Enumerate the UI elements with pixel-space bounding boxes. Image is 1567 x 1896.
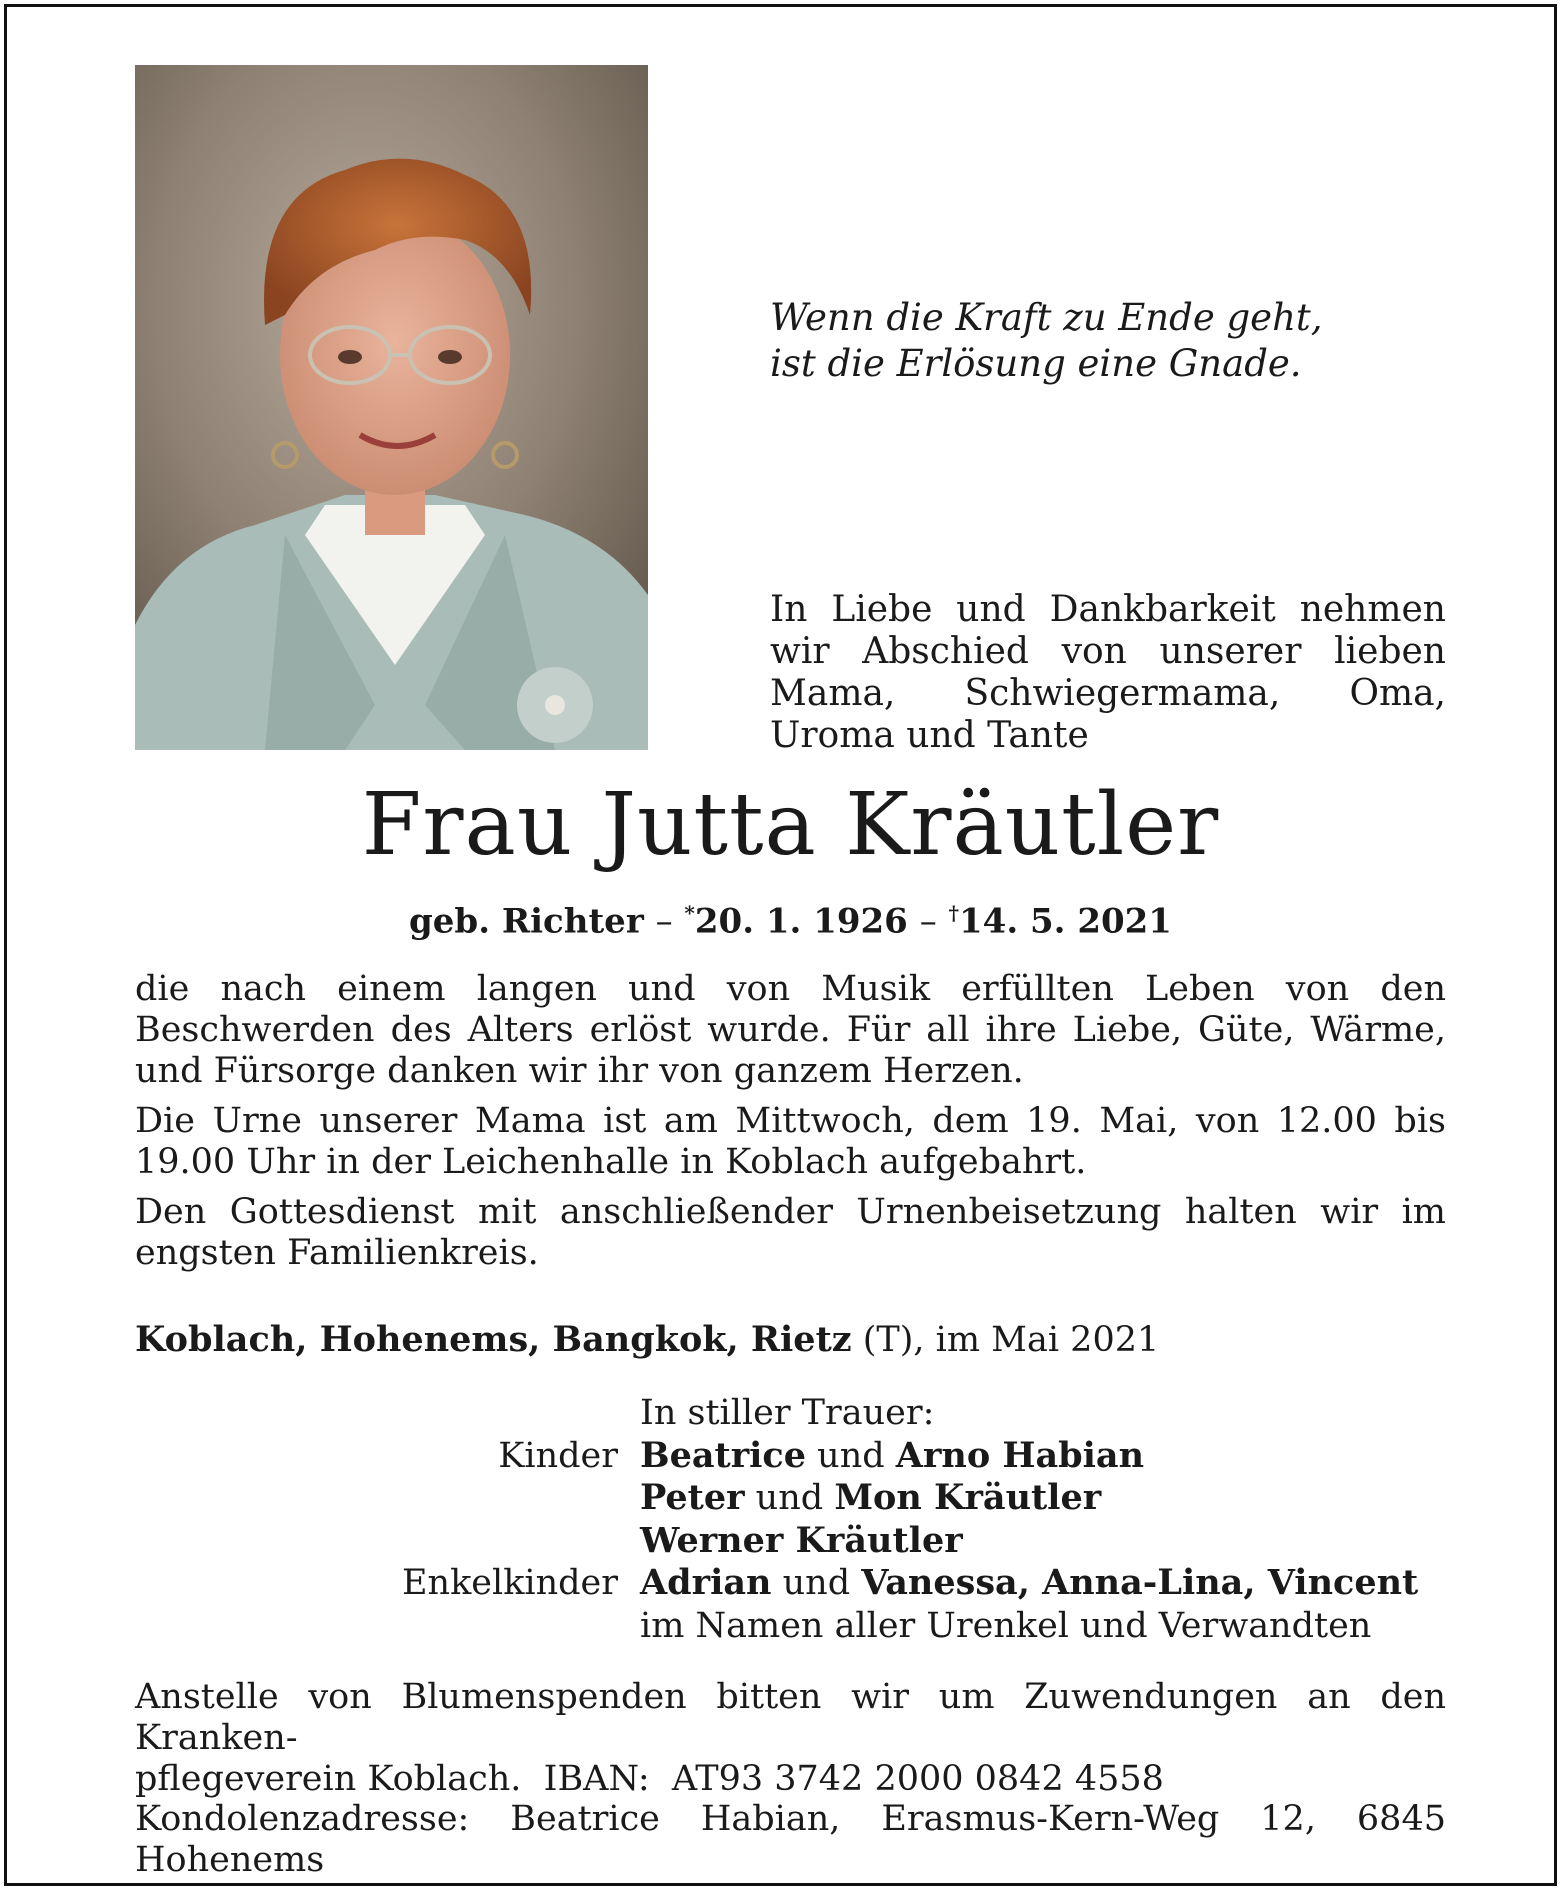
donation-line-2: pflegeverein Koblach. IBAN: AT93 3742 2000 0842 4558 bbox=[135, 1759, 1164, 1799]
body-paragraph-2: Die Urne unserer Mama ist am Mittwoch, dem 19. Mai, von 12.00 bis 19.00 Uhr in der Leichenhalle in Koblach aufgebahrt. bbox=[135, 1101, 1446, 1182]
dash-separator: – bbox=[919, 901, 937, 942]
mourners-footer: im Namen aller Urenkel und Verwandten bbox=[640, 1605, 1372, 1646]
mourners-list bbox=[135, 1392, 1446, 1647]
body-text bbox=[135, 969, 1446, 1283]
label-grandchildren: Enkelkinder bbox=[402, 1563, 618, 1603]
mourner-entry: Beatrice und Arno Habian bbox=[640, 1434, 1145, 1476]
intro-text: In Liebe und Dankbarkeit nehmen wir Abschied von unserer lieben Mama, Schwiegermama, Oma, Uroma und Tante bbox=[770, 589, 1446, 756]
life-dates bbox=[135, 892, 1446, 942]
donation-request bbox=[135, 1677, 1446, 1800]
body-paragraph-1: die nach einem langen und von Musik erfüllten Leben von den Beschwerden des Alters erlöst wurde. Für all ihre Liebe, Güte, Wärme, und Fürsorge danken wir ihr von ganzem Herzen. bbox=[135, 969, 1446, 1091]
mourners-heading: In stiller Trauer: bbox=[640, 1393, 935, 1433]
places: Koblach, Hohenems, Bangkok, Rietz bbox=[135, 1319, 852, 1360]
birth-date: 20. 1. 1926 bbox=[694, 901, 908, 942]
portrait-photo bbox=[135, 65, 648, 750]
motto-verse bbox=[770, 295, 1470, 387]
mourner-entry: Werner Kräutler bbox=[640, 1519, 963, 1561]
birth-symbol: * bbox=[684, 901, 695, 925]
mourner-entry: Adrian und Vanessa, Anna-Lina, Vincent bbox=[640, 1562, 1419, 1603]
dash-separator: – bbox=[655, 901, 673, 942]
mourner-entry: Peter und Mon Kräutler bbox=[640, 1477, 1102, 1518]
deceased-name: Frau Jutta Kräutler bbox=[361, 775, 1220, 875]
condolence-address: Kondolenzadresse: Beatrice Habian, Erasmus-Kern-Weg 12, 6845 Hohenems bbox=[135, 1799, 1446, 1880]
donation-line-1: Anstelle von Blumenspenden bitten wir um Zuwendungen an den Kranken- bbox=[135, 1677, 1446, 1758]
death-symbol: † bbox=[948, 901, 959, 925]
death-date: 14. 5. 2021 bbox=[959, 901, 1172, 942]
place-date-line bbox=[135, 1319, 1446, 1361]
motto-line-1: Wenn die Kraft zu Ende geht, bbox=[770, 296, 1323, 339]
maiden-name: geb. Richter bbox=[409, 901, 644, 942]
motto-line-2: ist die Erlösung eine Gnade. bbox=[770, 342, 1302, 385]
obituary-notice bbox=[4, 4, 1557, 1886]
body-paragraph-3: Den Gottesdienst mit anschließender Urnenbeisetzung halten wir im engsten Familienkreis. bbox=[135, 1192, 1446, 1273]
label-children: Kinder bbox=[498, 1435, 618, 1476]
place-date: (T), im Mai 2021 bbox=[851, 1320, 1160, 1360]
portrait-image bbox=[135, 65, 648, 750]
